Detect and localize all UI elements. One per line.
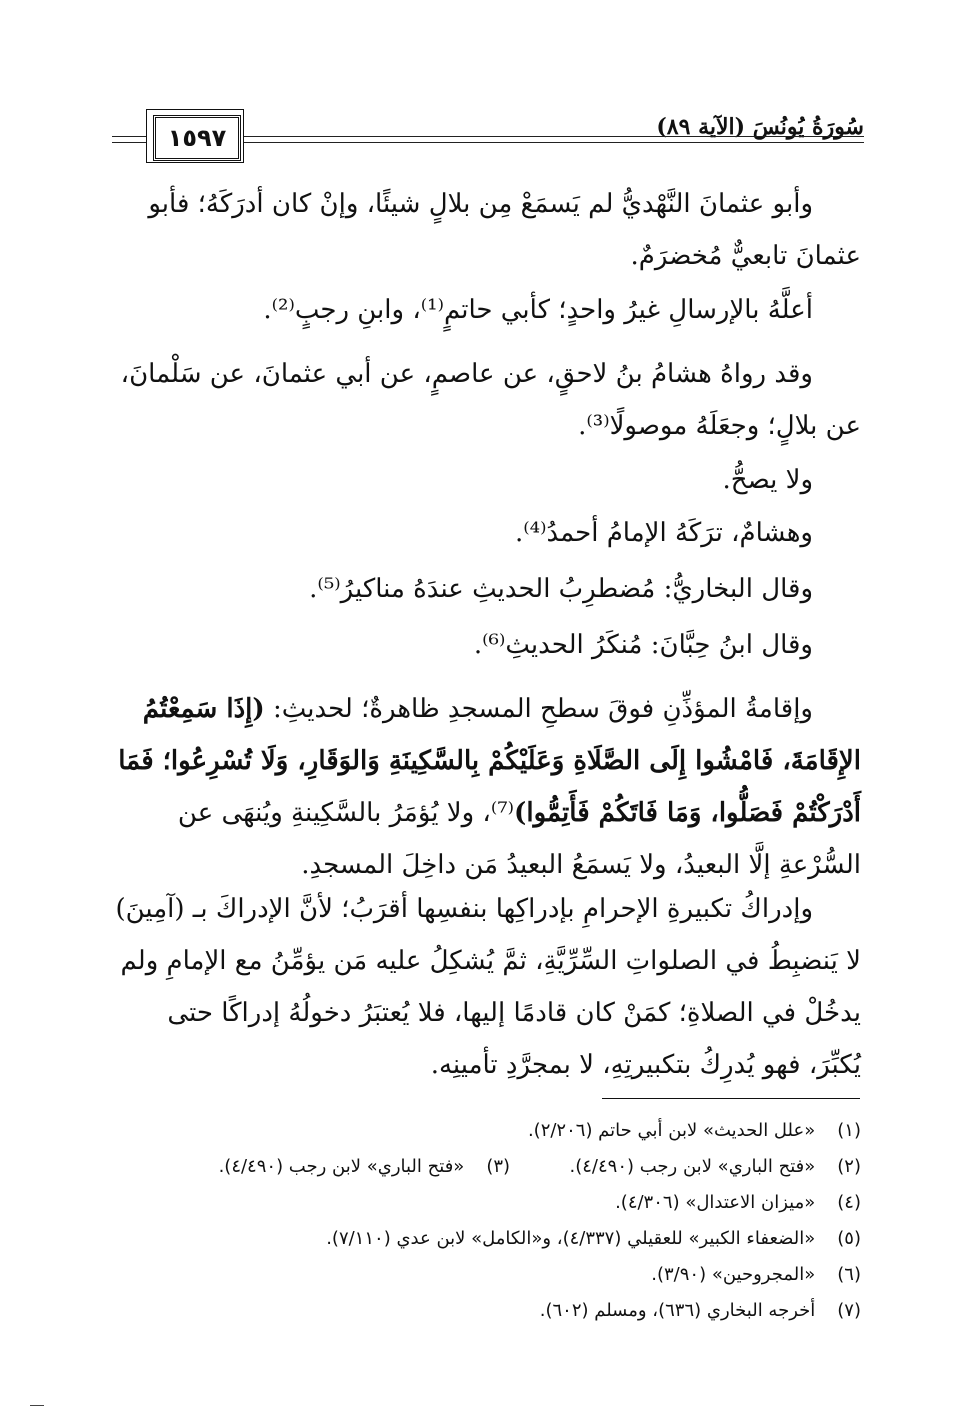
footnote-number: (٣) [486,1156,511,1177]
scan-mark [30,1405,44,1406]
footnote-number: (١) [837,1120,861,1141]
footnote-text: «فتح الباري» لابن رجب (٤/٤٩٠). [569,1156,816,1177]
hadith-quote: (إِذَا سَمِعْتُمُ الإِقَامَةَ، فَامْشُوا إِلَى الصَّلَاةِ وَعَلَيْكُمْ بِالسَّكِينَةِ وَالوَقَارِ، وَلَا تُسْرِعُوا؛ فَمَا أَدْرَكْتُمْ فَصَلُّوا، وَمَا فَاتَكُمْ فَأَتِمُّوا) [118,694,861,828]
paragraph-8-rest: ⁽⁷⁾، ولا يُؤمَرُ بالسَّكِينةِ ويُنهَى عن السُّرْعةِ إلَّا البعيدُ، ولا يَسمَعُ البعيدُ مَن داخِلَ المسجدِ. [177,798,861,880]
surah-title: سُورَةُ يُونُسَ (الآية ٨٩) [656,114,864,140]
footnote-number: (٢) [837,1156,861,1177]
paragraph-8-intro: وإقامةُ المؤذِّنِ فوقَ سطحِ المسجدِ ظاهرةٌ؛ لحديثِ: [264,694,813,724]
footnote-text: «الضعفاء الكبير» للعقيلي (٤/٣٣٧)، و«الكامل» لابن عدي (٧/١١٠). [326,1228,816,1249]
footnote-text: «فتح الباري» لابن رجب (٤/٤٩٠). [218,1156,465,1177]
paragraph-2: أعلَّهُ بالإرسالِ غيرُ واحدٍ؛ كأبي حاتمٍ⁽¹⁾، وابنِ رجبٍ⁽²⁾. [263,295,813,325]
footnote-separator [602,1098,860,1099]
paragraph-9: وإدراكُ تكبيرةِ الإحرامِ بإدراكِها بنفسِها أقرَبُ؛ لأنَّ الإدراكَ بـ (آمِينَ) لا يَنضبِطُ في الصلواتِ السِّرِّيَّةِ، ثمَّ يُشكِلُ عليه مَن يؤمِّنُ مع الإمامِ ولم يدخُلْ في الصلاةِ؛ كمَنْ كان قادمًا إليها، فلا يُعتبَرُ دخولُهُ إدراكًا حتى يُكبِّرَ، فهو يُدرِكُ بتكبيرتِهِ، لا بمجرَّدِ تأمينِه. [115,894,861,1080]
footnote-number: (٧) [837,1300,861,1321]
paragraph-8 [109,683,861,891]
footnote-text: «علل الحديث» لابن أبي حاتم (٢/٢٠٦). [527,1120,816,1141]
footnote-number: (٦) [837,1264,861,1285]
page-number: ١٥٩٧ [153,115,241,161]
footnote-1 [109,1114,861,1148]
paragraph-4: ولا يصحُّ. [722,465,813,495]
paragraph-6: وقال البخاريُّ: مُضطرِبُ الحديثِ عندَهُ مناكيرُ⁽⁵⁾. [309,574,813,604]
footnote-number: (٤) [837,1192,861,1213]
footnote-2-3 [109,1150,861,1184]
footnote-number: (٥) [837,1228,861,1249]
footnote-6 [109,1258,861,1292]
footnote-5 [109,1222,861,1256]
paragraph-1: وأبو عثمانَ النَّهْديُّ لم يَسمَعْ مِن بلالٍ شيئًا، وإنْ كان أدرَكَهُ؛ فأبو عثمانَ تابعيٌّ مُخضرَمٌ. [148,189,861,271]
paragraph-3: وقد رواهُ هشامُ بنُ لاحقٍ، عن عاصمٍ، عن أبي عثمانَ، عن سَلْمانَ، عن بلالٍ؛ وجعَلَهُ موصولًا⁽³⁾. [120,359,861,441]
footnote-text: «ميزان الاعتدال» (٤/٣٠٦). [615,1192,816,1213]
footnote-4 [109,1186,861,1220]
footnote-text: أخرجه البخاري (٦٣٦)، ومسلم (٦٠٢). [539,1300,816,1321]
footnote-text: «المجروحين» (٣/٩٠). [651,1264,816,1285]
paragraph-7: وقال ابنُ حِبَّانَ: مُنكَرُ الحديثِ⁽⁶⁾. [473,630,813,660]
paragraph-5: وهشامٌ، ترَكَهُ الإمامُ أحمدُ⁽⁴⁾. [514,518,813,548]
footnote-7 [109,1294,861,1328]
